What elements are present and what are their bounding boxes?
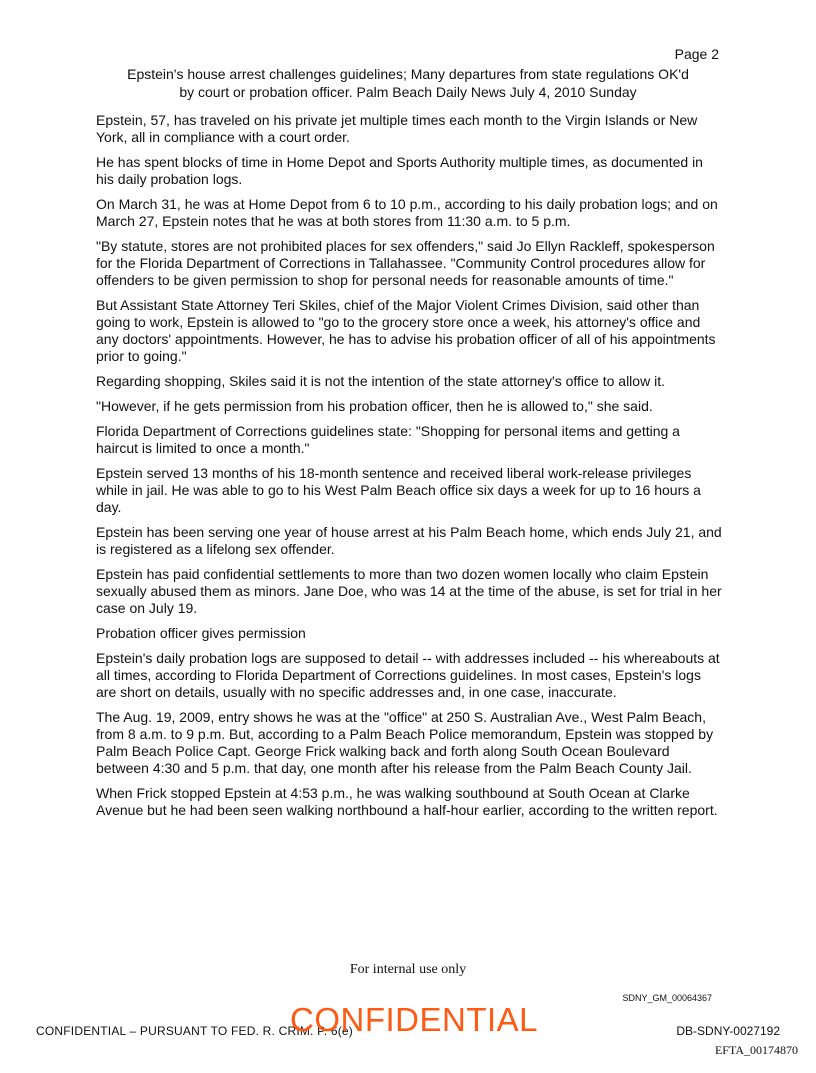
page-number: Page 2 <box>674 46 719 62</box>
paragraph: Epstein has paid confidential settlements to more than two dozen women locally who claim Epstein sexually abused them as minors. Jane Doe, who was 14 at the time of the abuse, is set for trial in her case on July 19. <box>96 566 722 616</box>
paragraph: Epstein's daily probation logs are supposed to detail -- with addresses included -- his whereabouts at all times, according to Florida Department of Corrections guidelines. In most cases, Epstein's logs are short on details, usually with no specific addresses and, in one case, inaccurate. <box>96 650 720 700</box>
bates-number-sdny-gm: SDNY_GM_00064367 <box>622 993 712 1003</box>
confidentiality-legend: CONFIDENTIAL – PURSUANT TO FED. R. CRIM. P. 6(e) <box>36 1024 353 1038</box>
paragraph: When Frick stopped Epstein at 4:53 p.m., he was walking southbound at South Ocean at Clarke Avenue but he had been seen walking northbound a half-hour earlier, according to the written report. <box>96 785 718 818</box>
internal-use-notice: For internal use only <box>349 962 467 977</box>
paragraph: But Assistant State Attorney Teri Skiles, chief of the Major Violent Crimes Division, said other than going to work, Epstein is allowed to "go to the grocery store once a week, his attorney's office and any doctors' appointments. However, he has to advise his probation officer of all of his appointments prior to going." <box>96 297 716 364</box>
paragraph: Epstein, 57, has traveled on his private jet multiple times each month to the Virgin Islands or New York, all in compliance with a court order. <box>96 112 698 145</box>
paragraph: Epstein served 13 months of his 18-month sentence and received liberal work-release privileges while in jail. He was able to go to his West Palm Beach office six days a week for up to 16 hours a day. <box>96 465 701 515</box>
bates-number-efta: EFTA_00174870 <box>714 1043 798 1057</box>
paragraph: Florida Department of Corrections guidelines state: "Shopping for personal items and getting a haircut is limited to once a month." <box>96 423 680 456</box>
section-subheading: Probation officer gives permission <box>96 625 306 641</box>
article-title-line-2: by court or probation officer. Palm Beach Daily News July 4, 2010 Sunday <box>179 84 637 100</box>
paragraph: Epstein has been serving one year of house arrest at his Palm Beach home, which ends July 21, and is registered as a lifelong sex offender. <box>96 524 722 557</box>
paragraph: On March 31, he was at Home Depot from 6 to 10 p.m., according to his daily probation logs; and on March 27, Epstein notes that he was at both stores from 11:30 a.m. to 5 p.m. <box>96 196 718 229</box>
bates-number-db-sdny: DB-SDNY-0027192 <box>676 1024 780 1038</box>
article-header <box>88 65 728 101</box>
confidential-stamp: CONFIDENTIAL <box>290 1001 539 1038</box>
paragraph: "By statute, stores are not prohibited places for sex offenders," said Jo Ellyn Rackleff, spokesperson for the Florida Department of Corrections in Tallahassee. "Community Control procedures allow for offenders to be given permission to shop for personal needs for reasonable amounts of time." <box>96 238 715 288</box>
paragraph: Regarding shopping, Skiles said it is not the intention of the state attorney's office to allow it. <box>96 373 665 389</box>
paragraph: "However, if he gets permission from his probation officer, then he is allowed to," she said. <box>96 398 653 414</box>
paragraph: He has spent blocks of time in Home Depot and Sports Authority multiple times, as documented in his daily probation logs. <box>96 154 703 187</box>
article-title-line-1: Epstein's house arrest challenges guidelines; Many departures from state regulations OK'd <box>127 66 689 82</box>
article-body <box>96 112 722 827</box>
paragraph: The Aug. 19, 2009, entry shows he was at the "office" at 250 S. Australian Ave., West Palm Beach, from 8 a.m. to 9 p.m. But, according to a Palm Beach Police memorandum, Epstein was stopped by Palm Beach Police Capt. George Frick walking back and forth along South Ocean Boulevard between 4:30 and 5 p.m. that day, one month after his release from the Palm Beach County Jail. <box>96 709 714 776</box>
